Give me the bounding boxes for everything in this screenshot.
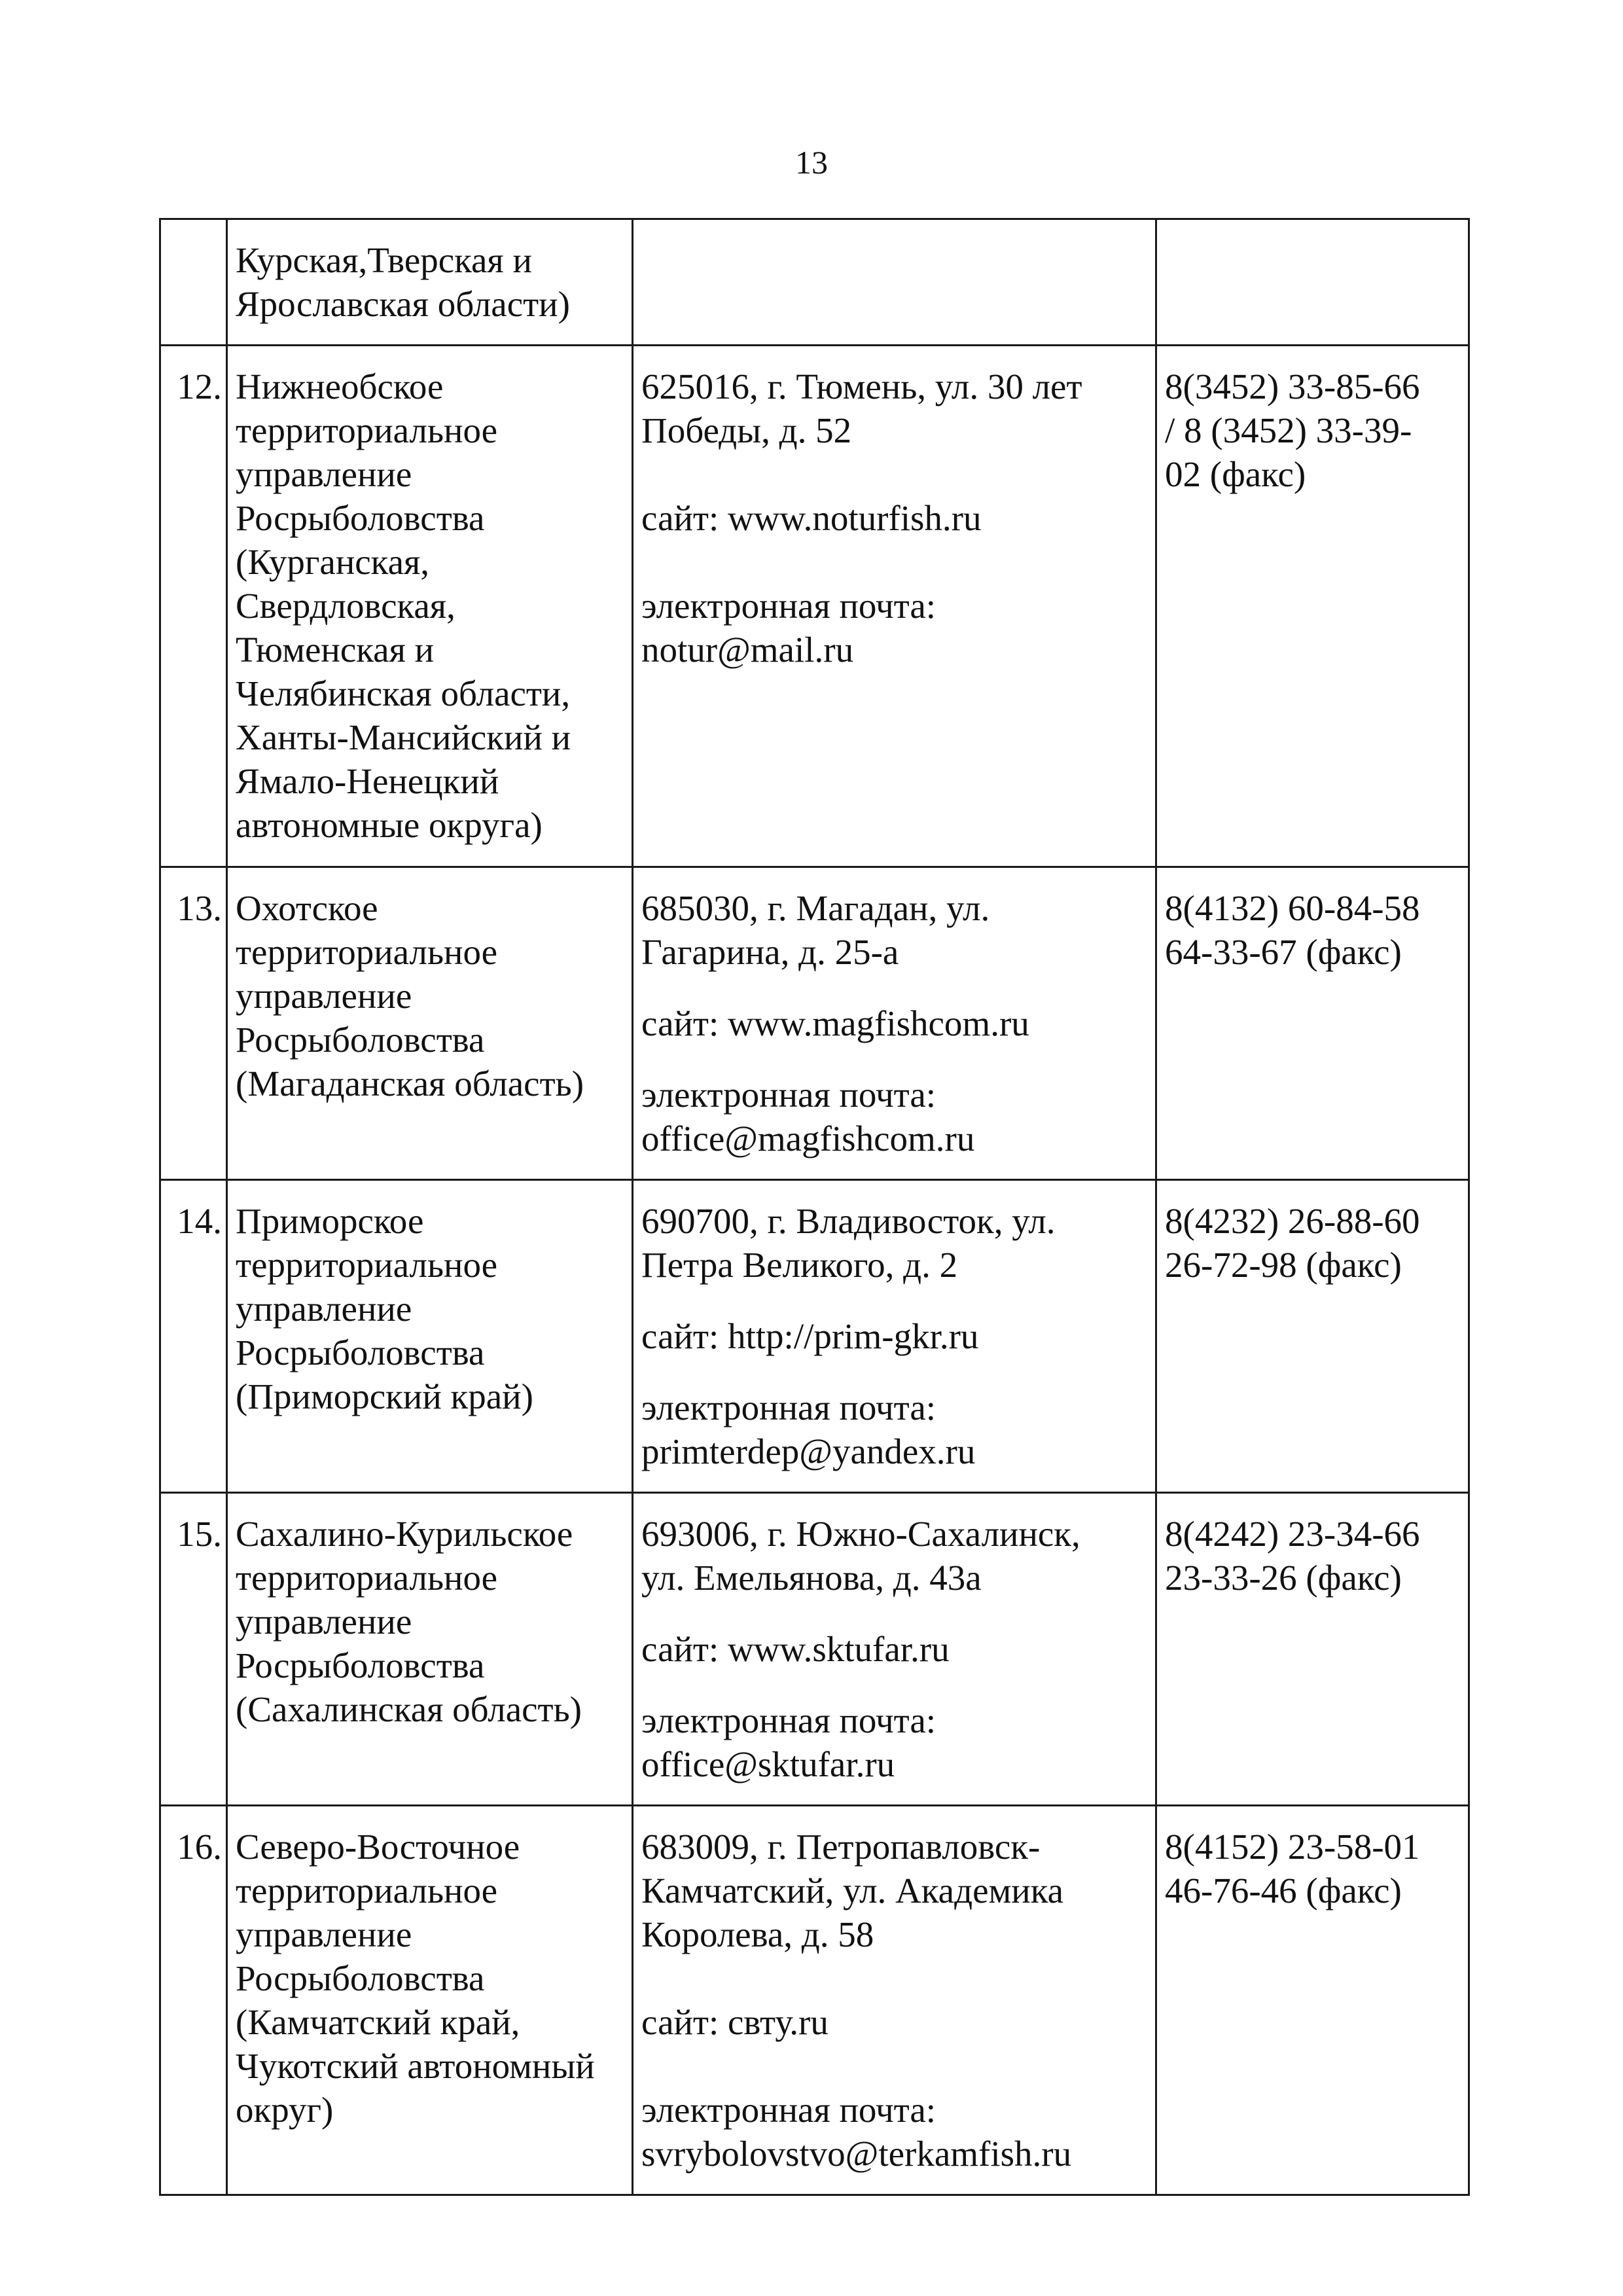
office-name-cell — [227, 867, 633, 1180]
phone-cell — [1156, 1180, 1469, 1493]
phone-line: 8(3452) 33-85-66 — [1165, 367, 1420, 406]
office-name-cell — [227, 1180, 633, 1493]
phone-line: / 8 (3452) 33-39- — [1165, 410, 1412, 450]
table-row — [160, 219, 1469, 346]
office-name-line: автономные округа) — [236, 805, 543, 845]
office-name-line: управление — [236, 976, 412, 1016]
phone-line: 8(4152) 23-58-01 — [1165, 1827, 1420, 1867]
office-name-line: управление — [236, 1914, 412, 1954]
phone-cell — [1156, 219, 1469, 346]
office-name-line: (Курганская, — [236, 542, 430, 582]
postal-address: 685030, г. Магадан, ул. Гагарина, д. 25-а — [641, 888, 990, 972]
office-name-line: Росрыболовства — [236, 1333, 485, 1372]
row-number: 13. — [160, 867, 227, 1180]
table-row — [160, 346, 1469, 867]
office-name-line: Сахалино-Курильское — [236, 1514, 573, 1554]
table-row — [160, 1806, 1469, 2195]
office-name-line: Охотское — [236, 888, 378, 928]
address-cell — [633, 219, 1156, 346]
office-name-line: Ханты-Мансийский и — [236, 717, 571, 757]
office-name-line: (Камчатский край, — [236, 2002, 520, 2042]
office-name-line: Ярославская области) — [236, 284, 570, 324]
office-name-line: управление — [236, 1602, 412, 1641]
phone-line: 23-33-26 (факс) — [1165, 1558, 1402, 1598]
table-row — [160, 1180, 1469, 1493]
row-number: 15. — [160, 1493, 227, 1806]
phone-line: 02 (факс) — [1165, 454, 1306, 494]
table-row — [160, 867, 1469, 1180]
phone-cell — [1156, 867, 1469, 1180]
phone-cell — [1156, 346, 1469, 867]
page-number: 13 — [795, 144, 828, 181]
website[interactable]: сайт: www.sktufar.ru — [641, 1629, 950, 1669]
phone-line: 8(4232) 26-88-60 — [1165, 1201, 1420, 1241]
postal-address: 690700, г. Владивосток, ул. Петра Великого, д. 2 — [641, 1201, 1056, 1285]
office-name-line: Росрыболовства — [236, 498, 485, 538]
phone-line: 8(4242) 23-34-66 — [1165, 1514, 1420, 1554]
postal-address: 683009, г. Петропавловск- Камчатский, ул. Академика Королева, д. 58 — [641, 1827, 1064, 1954]
email[interactable]: электронная почта: office@magfishcom.ru — [641, 1075, 975, 1158]
postal-address: 625016, г. Тюмень, ул. 30 лет Победы, д. 52 — [641, 367, 1082, 450]
address-cell — [633, 1180, 1156, 1493]
office-name-line: Росрыболовства — [236, 1020, 485, 1060]
website[interactable]: сайт: www.magfishcom.ru — [641, 1003, 1029, 1043]
table-row — [160, 1493, 1469, 1806]
postal-address: 693006, г. Южно-Сахалинск, ул. Емельянова, д. 43а — [641, 1514, 1080, 1598]
office-name-line: Курская,Тверская и — [236, 240, 532, 280]
office-name-line: Свердловская, — [236, 586, 455, 626]
phone-line: 64-33-67 (факс) — [1165, 932, 1402, 972]
office-name-line: территориальное — [236, 932, 498, 972]
territorial-offices-table — [159, 218, 1470, 2196]
office-name-line: Тюменская и — [236, 630, 435, 670]
office-name-line: Северо-Восточное — [236, 1827, 520, 1867]
office-name-line: управление — [236, 454, 412, 494]
address-cell — [633, 346, 1156, 867]
phone-line: 46-76-46 (факс) — [1165, 1871, 1402, 1910]
office-name-line: территориальное — [236, 1871, 498, 1910]
office-name-line: округ) — [236, 2090, 334, 2130]
office-name-line: Ямало-Ненецкий — [236, 761, 499, 801]
office-name-line: Приморское — [236, 1201, 424, 1241]
office-name-line: (Приморский край) — [236, 1376, 533, 1416]
office-name-line: управление — [236, 1289, 412, 1329]
office-name-line: Росрыболовства — [236, 1958, 485, 1998]
row-number — [160, 219, 227, 346]
website[interactable]: сайт: http://prim-gkr.ru — [641, 1316, 979, 1356]
address-cell — [633, 1493, 1156, 1806]
website[interactable]: сайт: свту.ru — [641, 2002, 829, 2042]
office-name-line: Нижнеобское — [236, 367, 444, 406]
office-name-line: территориальное — [236, 1245, 498, 1285]
email[interactable]: электронная почта: notur@mail.ru — [641, 586, 936, 670]
office-name-line: (Сахалинская область) — [236, 1689, 582, 1729]
phone-line: 8(4132) 60-84-58 — [1165, 888, 1420, 928]
office-name-line: Чукотский автономный — [236, 2046, 595, 2086]
office-name-line: (Магаданская область) — [236, 1064, 584, 1103]
website[interactable]: сайт: www.noturfish.ru — [641, 498, 982, 538]
phone-cell — [1156, 1493, 1469, 1806]
address-cell — [633, 1806, 1156, 2195]
office-name-cell — [227, 346, 633, 867]
office-name-line: территориальное — [236, 410, 498, 450]
email[interactable]: электронная почта: svrybolovstvo@terkamfish.ru — [641, 2090, 1072, 2174]
phone-line: 26-72-98 (факс) — [1165, 1245, 1402, 1285]
row-number: 16. — [160, 1806, 227, 2195]
office-name-line: Росрыболовства — [236, 1645, 485, 1685]
address-cell — [633, 867, 1156, 1180]
email[interactable]: электронная почта: office@sktufar.ru — [641, 1700, 936, 1784]
email[interactable]: электронная почта: primterdep@yandex.ru — [641, 1388, 976, 1471]
office-name-cell — [227, 1806, 633, 2195]
row-number: 12. — [160, 346, 227, 867]
office-name-cell — [227, 219, 633, 346]
phone-cell — [1156, 1806, 1469, 2195]
row-number: 14. — [160, 1180, 227, 1493]
office-name-line: территориальное — [236, 1558, 498, 1598]
office-name-cell — [227, 1493, 633, 1806]
office-name-line: Челябинская области, — [236, 673, 571, 713]
